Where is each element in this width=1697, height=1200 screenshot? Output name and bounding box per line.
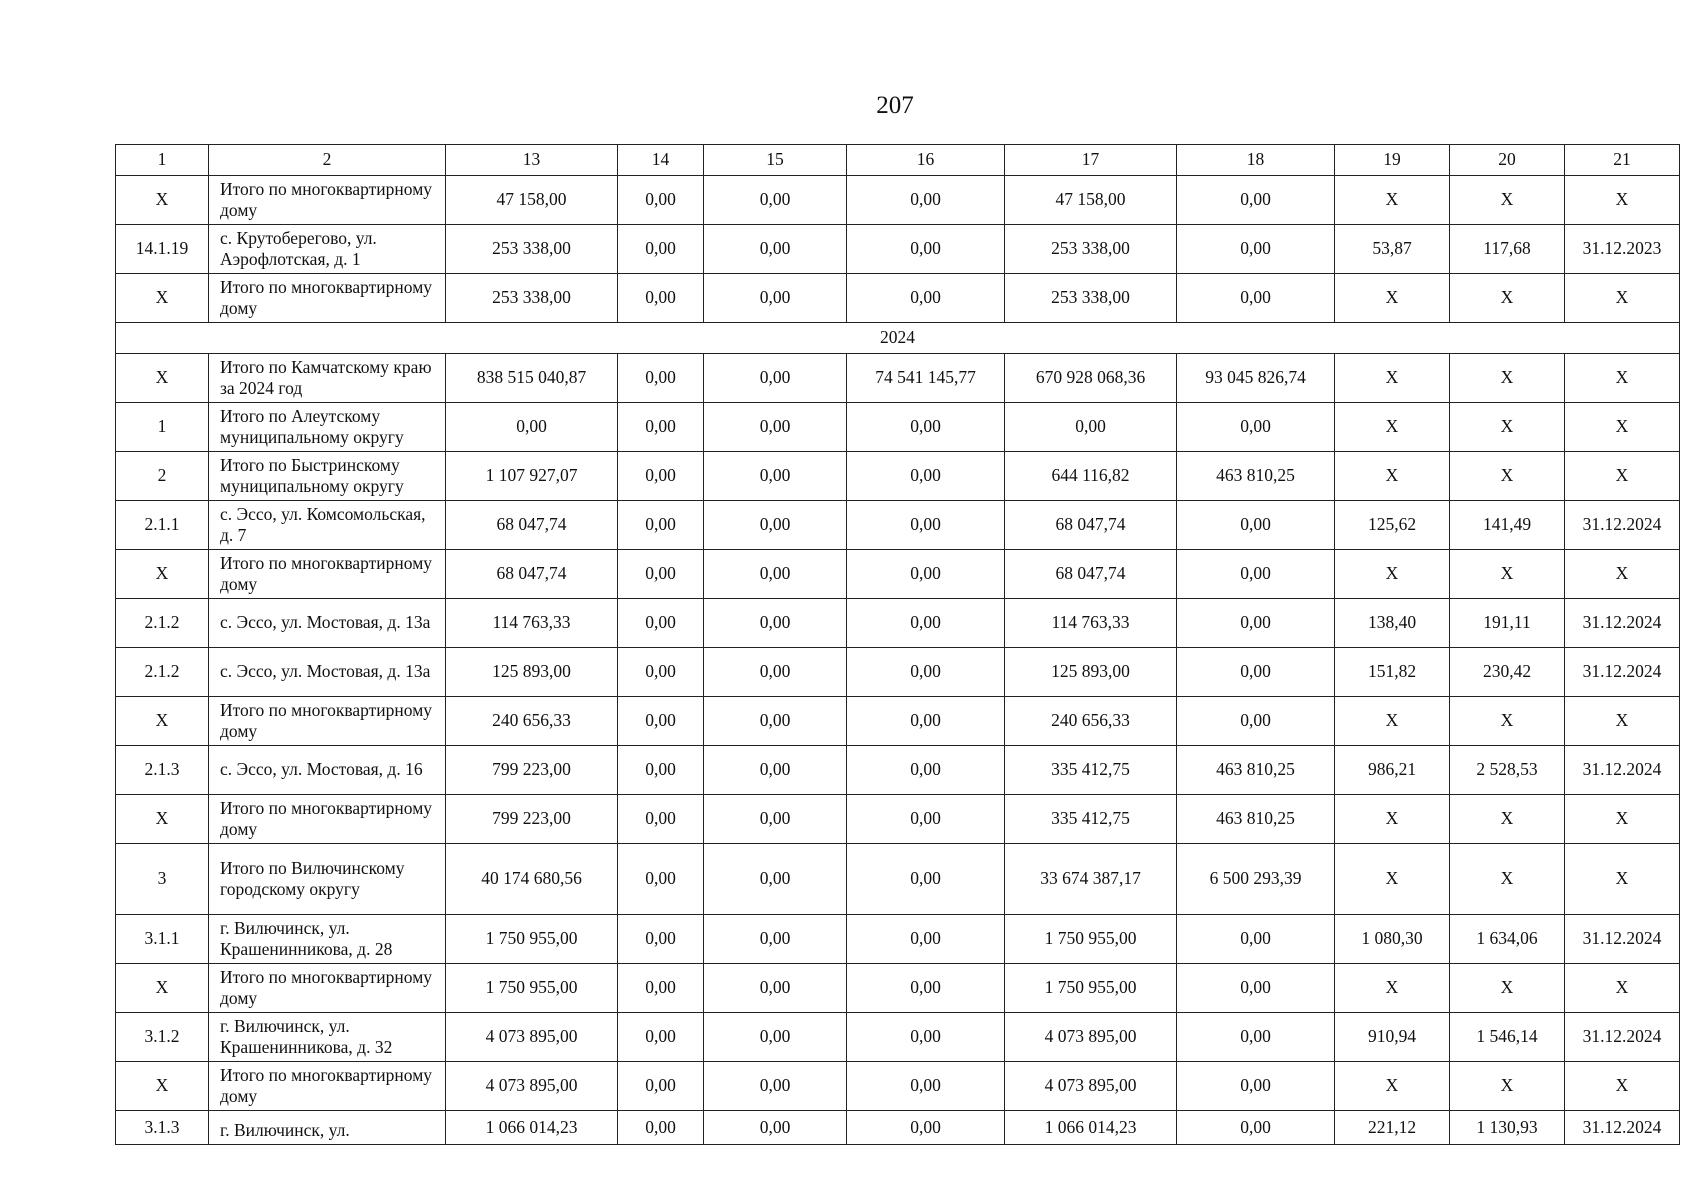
row-number-cell: Х [116,795,209,844]
value-cell: 125 893,00 [446,648,618,697]
value-cell: 31.12.2023 [1565,225,1680,274]
value-cell: Х [1450,274,1565,323]
value-cell: 0,00 [847,452,1005,501]
table-row [116,599,1680,648]
value-cell: 0,00 [618,1111,704,1145]
row-number-cell: 2.1.3 [116,746,209,795]
row-number-cell: 3.1.1 [116,915,209,964]
table-row [116,452,1680,501]
address-cell: Итого по Камчатскому краю за 2024 год [209,354,446,403]
value-cell: 0,00 [618,501,704,550]
header-cell: 16 [847,145,1005,176]
value-cell: 0,00 [847,795,1005,844]
value-cell: 191,11 [1450,599,1565,648]
address-cell: г. Вилючинск, ул. Крашенинникова, д. 28 [209,915,446,964]
value-cell: 151,82 [1335,648,1450,697]
table-row [116,550,1680,599]
header-cell: 2 [209,145,446,176]
value-cell: 253 338,00 [446,225,618,274]
address-cell: Итого по многоквартирному дому [209,550,446,599]
value-cell: 125 893,00 [1005,648,1177,697]
value-cell: 0,00 [847,403,1005,452]
value-cell: 1 066 014,23 [446,1111,618,1145]
value-cell: 0,00 [1177,964,1335,1013]
value-cell: 1 130,93 [1450,1111,1565,1145]
value-cell: Х [1565,1062,1680,1111]
value-cell: Х [1335,550,1450,599]
table-row [116,746,1680,795]
table-row [116,844,1680,915]
value-cell: 0,00 [704,274,847,323]
value-cell: Х [1450,452,1565,501]
value-cell: Х [1335,176,1450,225]
value-cell: 0,00 [618,1062,704,1111]
value-cell: 0,00 [847,1111,1005,1145]
table-row [116,176,1680,225]
value-cell: 1 750 955,00 [1005,964,1177,1013]
value-cell: 0,00 [618,274,704,323]
value-cell: 0,00 [1177,550,1335,599]
value-cell: 0,00 [618,795,704,844]
value-cell: 463 810,25 [1177,746,1335,795]
value-cell: 0,00 [847,550,1005,599]
value-cell: 1 750 955,00 [446,964,618,1013]
value-cell: Х [1450,1062,1565,1111]
value-cell: 0,00 [847,599,1005,648]
value-cell: 0,00 [618,176,704,225]
value-cell: 910,94 [1335,1013,1450,1062]
table-row [116,403,1680,452]
value-cell: 335 412,75 [1005,795,1177,844]
value-cell: 0,00 [1177,274,1335,323]
value-cell: 221,12 [1335,1111,1450,1145]
value-cell: 0,00 [847,648,1005,697]
value-cell: Х [1450,354,1565,403]
value-cell: Х [1335,452,1450,501]
value-cell: 0,00 [704,452,847,501]
value-cell: Х [1450,403,1565,452]
value-cell: 644 116,82 [1005,452,1177,501]
value-cell: 240 656,33 [1005,697,1177,746]
value-cell: 0,00 [1177,648,1335,697]
value-cell: 6 500 293,39 [1177,844,1335,915]
table-row [116,501,1680,550]
header-cell: 21 [1565,145,1680,176]
value-cell: Х [1335,844,1450,915]
value-cell: 0,00 [618,964,704,1013]
table-row [116,354,1680,403]
value-cell: 670 928 068,36 [1005,354,1177,403]
value-cell: Х [1450,697,1565,746]
value-cell: 2 528,53 [1450,746,1565,795]
row-number-cell: Х [116,964,209,1013]
value-cell: 47 158,00 [446,176,618,225]
table-row [116,697,1680,746]
header-cell: 13 [446,145,618,176]
value-cell: 0,00 [704,1111,847,1145]
value-cell: 53,87 [1335,225,1450,274]
header-cell: 19 [1335,145,1450,176]
value-cell: 0,00 [704,599,847,648]
value-cell: 0,00 [847,274,1005,323]
row-number-cell: 1 [116,403,209,452]
row-number-cell: Х [116,274,209,323]
value-cell: 68 047,74 [446,550,618,599]
value-cell: 0,00 [704,354,847,403]
value-cell: 1 634,06 [1450,915,1565,964]
value-cell: 0,00 [618,550,704,599]
value-cell: Х [1450,844,1565,915]
row-number-cell: Х [116,354,209,403]
value-cell: Х [1335,403,1450,452]
value-cell: 4 073 895,00 [1005,1062,1177,1111]
value-cell: 0,00 [704,403,847,452]
value-cell: 0,00 [704,501,847,550]
value-cell: Х [1565,964,1680,1013]
row-number-cell: 14.1.19 [116,225,209,274]
value-cell: 33 674 387,17 [1005,844,1177,915]
header-cell: 18 [1177,145,1335,176]
value-cell: Х [1335,964,1450,1013]
value-cell: 31.12.2024 [1565,501,1680,550]
value-cell: 0,00 [704,648,847,697]
year-label: 2024 [116,323,1680,354]
address-cell: Итого по Быстринскому муниципальному округу [209,452,446,501]
value-cell: 0,00 [446,403,618,452]
table-row [116,648,1680,697]
value-cell: 0,00 [704,225,847,274]
value-cell: Х [1565,844,1680,915]
value-cell: 0,00 [1177,225,1335,274]
row-number-cell: Х [116,1062,209,1111]
value-cell: 463 810,25 [1177,452,1335,501]
address-cell: с. Крутоберегово, ул. Аэрофлотская, д. 1 [209,225,446,274]
value-cell: 141,49 [1450,501,1565,550]
address-cell: с. Эссо, ул. Мостовая, д. 16 [209,746,446,795]
table-row [116,274,1680,323]
table-row [116,964,1680,1013]
address-cell: Итого по многоквартирному дому [209,176,446,225]
value-cell: 0,00 [847,844,1005,915]
value-cell: 799 223,00 [446,795,618,844]
value-cell: 0,00 [847,1062,1005,1111]
value-cell: 68 047,74 [1005,501,1177,550]
value-cell: 0,00 [704,844,847,915]
table-row [116,1111,1680,1145]
address-cell: г. Вилючинск, ул. Крашенинникова, д. 32 [209,1013,446,1062]
value-cell: 0,00 [704,550,847,599]
value-cell: 253 338,00 [446,274,618,323]
value-cell: 253 338,00 [1005,274,1177,323]
address-cell: Итого по многоквартирному дому [209,795,446,844]
value-cell: 114 763,33 [446,599,618,648]
value-cell: 1 080,30 [1335,915,1450,964]
row-number-cell: 2 [116,452,209,501]
row-number-cell: 2.1.2 [116,648,209,697]
value-cell: 0,00 [847,697,1005,746]
value-cell: 1 107 927,07 [446,452,618,501]
row-number-cell: 2.1.2 [116,599,209,648]
value-cell: 0,00 [618,697,704,746]
value-cell: 31.12.2024 [1565,746,1680,795]
value-cell: Х [1565,452,1680,501]
value-cell: Х [1450,964,1565,1013]
value-cell: 335 412,75 [1005,746,1177,795]
value-cell: 31.12.2024 [1565,648,1680,697]
value-cell: 0,00 [618,225,704,274]
address-cell: Итого по многоквартирному дому [209,1062,446,1111]
value-cell: 74 541 145,77 [847,354,1005,403]
value-cell: 0,00 [1177,176,1335,225]
value-cell: 4 073 895,00 [1005,1013,1177,1062]
value-cell: 986,21 [1335,746,1450,795]
value-cell: 0,00 [1177,599,1335,648]
table-body [116,145,1680,1145]
value-cell: 114 763,33 [1005,599,1177,648]
header-row [116,145,1680,176]
value-cell: 1 750 955,00 [446,915,618,964]
value-cell: 0,00 [618,452,704,501]
value-cell: Х [1565,354,1680,403]
value-cell: 4 073 895,00 [446,1062,618,1111]
value-cell: 0,00 [1177,501,1335,550]
value-cell: 1 750 955,00 [1005,915,1177,964]
value-cell: 47 158,00 [1005,176,1177,225]
year-section-row [116,323,1680,354]
value-cell: 0,00 [704,1013,847,1062]
value-cell: Х [1335,1062,1450,1111]
value-cell: 0,00 [704,915,847,964]
value-cell: 31.12.2024 [1565,915,1680,964]
value-cell: Х [1450,550,1565,599]
value-cell: 0,00 [1177,1062,1335,1111]
value-cell: 0,00 [618,746,704,795]
value-cell: 0,00 [704,746,847,795]
page-number: 207 [876,92,914,119]
row-number-cell: 3 [116,844,209,915]
value-cell: 0,00 [618,915,704,964]
table-row [116,1062,1680,1111]
value-cell: 0,00 [1177,915,1335,964]
value-cell: 230,42 [1450,648,1565,697]
value-cell: Х [1335,697,1450,746]
value-cell: 253 338,00 [1005,225,1177,274]
header-cell: 20 [1450,145,1565,176]
value-cell: Х [1565,795,1680,844]
value-cell: 463 810,25 [1177,795,1335,844]
value-cell: 0,00 [618,1013,704,1062]
address-cell: Итого по многоквартирному дому [209,697,446,746]
row-number-cell: 3.1.2 [116,1013,209,1062]
value-cell: 838 515 040,87 [446,354,618,403]
value-cell: 0,00 [847,915,1005,964]
value-cell: 0,00 [847,1013,1005,1062]
value-cell: 0,00 [1177,403,1335,452]
row-number-cell: Х [116,697,209,746]
value-cell: 0,00 [847,176,1005,225]
header-cell: 1 [116,145,209,176]
value-cell: 40 174 680,56 [446,844,618,915]
value-cell: 0,00 [1005,403,1177,452]
header-cell: 14 [618,145,704,176]
address-cell: Итого по многоквартирному дому [209,964,446,1013]
value-cell: 0,00 [847,225,1005,274]
header-cell: 17 [1005,145,1177,176]
table-row [116,795,1680,844]
address-cell: Итого по Алеутскому муниципальному округу [209,403,446,452]
value-cell: 4 073 895,00 [446,1013,618,1062]
value-cell: 0,00 [618,844,704,915]
value-cell: 0,00 [704,1062,847,1111]
table-row [116,225,1680,274]
value-cell: 799 223,00 [446,746,618,795]
value-cell: Х [1335,795,1450,844]
value-cell: 31.12.2024 [1565,1013,1680,1062]
value-cell: 0,00 [704,176,847,225]
value-cell: Х [1450,176,1565,225]
row-number-cell: 3.1.3 [116,1111,209,1145]
value-cell: 0,00 [618,599,704,648]
value-cell: 1 546,14 [1450,1013,1565,1062]
value-cell: 1 066 014,23 [1005,1111,1177,1145]
value-cell: Х [1335,274,1450,323]
address-cell: с. Эссо, ул. Комсомольская, д. 7 [209,501,446,550]
value-cell: Х [1565,176,1680,225]
value-cell: 0,00 [618,648,704,697]
value-cell: Х [1335,354,1450,403]
value-cell: 68 047,74 [1005,550,1177,599]
data-table [115,144,1680,1145]
value-cell: Х [1565,697,1680,746]
value-cell: 93 045 826,74 [1177,354,1335,403]
header-cell: 15 [704,145,847,176]
value-cell: 240 656,33 [446,697,618,746]
table-row [116,915,1680,964]
address-cell: с. Эссо, ул. Мостовая, д. 13а [209,648,446,697]
value-cell: 0,00 [1177,1013,1335,1062]
address-cell: с. Эссо, ул. Мостовая, д. 13а [209,599,446,648]
row-number-cell: Х [116,550,209,599]
value-cell: Х [1565,403,1680,452]
table-row [116,1013,1680,1062]
value-cell: 138,40 [1335,599,1450,648]
address-cell: Итого по многоквартирному дому [209,274,446,323]
value-cell: Х [1565,274,1680,323]
value-cell: Х [1565,550,1680,599]
value-cell: 0,00 [847,501,1005,550]
address-cell: г. Вилючинск, ул. [209,1111,446,1145]
value-cell: 0,00 [704,697,847,746]
row-number-cell: Х [116,176,209,225]
value-cell: 68 047,74 [446,501,618,550]
value-cell: Х [1450,795,1565,844]
value-cell: 0,00 [847,964,1005,1013]
value-cell: 0,00 [1177,697,1335,746]
value-cell: 0,00 [704,795,847,844]
value-cell: 0,00 [1177,1111,1335,1145]
value-cell: 0,00 [618,354,704,403]
value-cell: 0,00 [847,746,1005,795]
value-cell: 0,00 [618,403,704,452]
row-number-cell: 2.1.1 [116,501,209,550]
value-cell: 117,68 [1450,225,1565,274]
value-cell: 125,62 [1335,501,1450,550]
value-cell: 31.12.2024 [1565,599,1680,648]
value-cell: 31.12.2024 [1565,1111,1680,1145]
address-cell: Итого по Вилючинскому городскому округу [209,844,446,915]
value-cell: 0,00 [704,964,847,1013]
